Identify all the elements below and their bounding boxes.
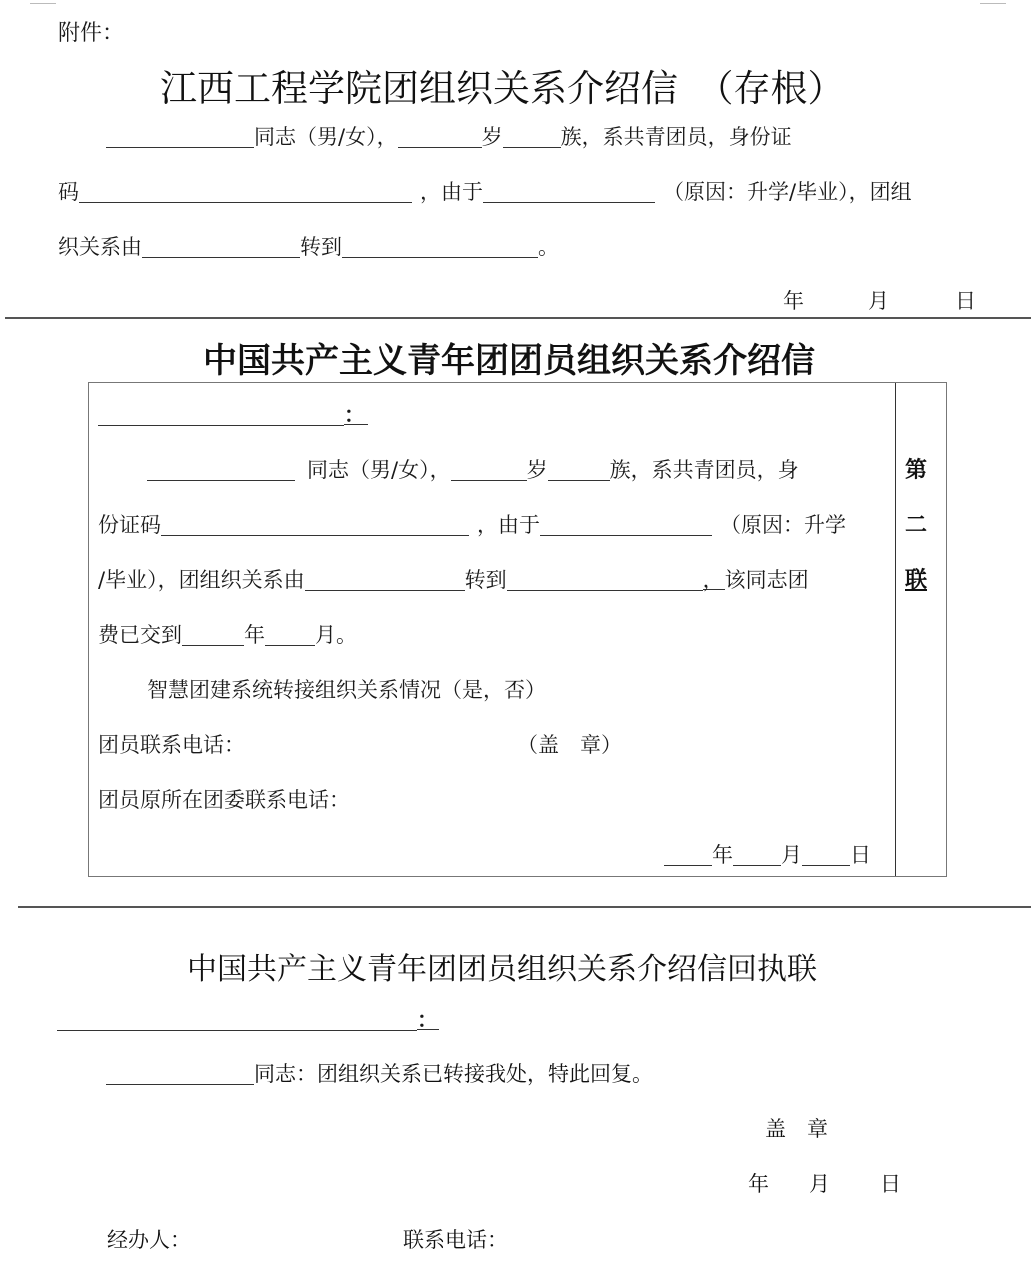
stub-title: 江西工程学院团组织关系介绍信 （存根）	[160, 67, 845, 110]
copy-label-char-1: 第	[905, 458, 928, 483]
stub-line-1	[106, 121, 792, 151]
to-org-blank[interactable]	[507, 589, 703, 591]
copy-label-char-3: 联	[905, 568, 928, 593]
year-label: 年	[748, 1172, 769, 1196]
letter-title: 中国共产主义青年团团员组织关系介绍信	[203, 341, 815, 381]
name-blank[interactable]	[106, 146, 254, 148]
to-label: 转到	[464, 568, 507, 592]
receipt-phone-label: 联系电话：	[403, 1228, 508, 1252]
recipient-blank[interactable]	[57, 1029, 417, 1031]
year-label: 年	[783, 289, 804, 313]
letter-salutation	[98, 403, 368, 427]
month-label: 月	[868, 289, 889, 313]
name-blank[interactable]	[147, 479, 295, 481]
reason-prefix: ，由于	[420, 180, 483, 204]
reason-options: （原因：升学	[720, 513, 846, 537]
salutation-colon: ：	[344, 406, 368, 425]
letter-line-4	[98, 619, 357, 649]
month-label: 月	[809, 1172, 830, 1196]
attachment-label: 附件：	[58, 21, 125, 46]
copy-divider	[895, 383, 896, 876]
id-number-blank[interactable]	[161, 534, 469, 536]
salutation-colon: ：	[417, 1008, 438, 1032]
copy-label-char-2: 二	[905, 513, 928, 538]
comma: ，	[702, 568, 724, 592]
comrade-gender-text: 同志（男/女），	[254, 125, 398, 149]
age-label: 岁	[481, 125, 503, 149]
receipt-title: 中国共产主义青年团团员组织关系介绍信回执联	[187, 952, 817, 987]
receipt-seal: 盖 章	[765, 1117, 828, 1141]
letter-line-3	[98, 564, 809, 594]
year-label: 年	[712, 843, 733, 867]
reason-blank[interactable]	[540, 534, 712, 536]
letter-line-1	[147, 454, 799, 484]
ethnic-blank[interactable]	[503, 146, 561, 148]
letter-line-2	[98, 509, 846, 539]
system-transfer-status: 智慧团建系统转接组织关系情况（是，否）	[147, 678, 546, 702]
fee-month-blank[interactable]	[265, 644, 315, 646]
to-label: 转到	[300, 235, 342, 259]
recipient-blank[interactable]	[98, 424, 344, 426]
receipt-date	[748, 1168, 901, 1198]
id-number-blank[interactable]	[79, 201, 412, 203]
date-month-blank[interactable]	[733, 864, 781, 866]
section-divider-1	[5, 317, 1031, 319]
period: 。	[538, 235, 559, 259]
day-label: 日	[880, 1172, 901, 1196]
age-label: 岁	[526, 458, 548, 482]
day-label: 日	[955, 289, 976, 313]
ethnic-member-text: 族，系共青团员，身份证	[560, 125, 792, 149]
day-label: 日	[850, 843, 871, 867]
receipt-salutation	[57, 1008, 439, 1032]
page-corner-mark-left	[30, 0, 56, 4]
from-org-blank[interactable]	[142, 256, 300, 258]
reason-blank[interactable]	[483, 201, 655, 203]
seal-label: （盖 章）	[517, 733, 622, 757]
receipt-body-text: 同志：团组织关系已转接我处，特此回复。	[254, 1062, 653, 1086]
date-year-blank[interactable]	[664, 864, 712, 866]
reason-options: （原因：升学/毕业），团组	[663, 180, 912, 204]
receipt-body	[106, 1058, 653, 1088]
grad-from-label: /毕业），团组织关系由	[98, 568, 305, 592]
month-label: 月	[781, 843, 802, 867]
from-org-blank[interactable]	[305, 589, 465, 591]
stub-line-3	[58, 231, 559, 261]
age-blank[interactable]	[451, 479, 527, 481]
handler-label: 经办人：	[107, 1228, 191, 1252]
fee-tail: 该同志团	[724, 568, 809, 592]
age-blank[interactable]	[398, 146, 482, 148]
ethnic-blank[interactable]	[548, 479, 610, 481]
from-label: 织关系由	[58, 235, 142, 259]
fee-paid-label: 费已交到	[98, 623, 182, 647]
letter-date	[664, 839, 871, 869]
page-corner-mark-right	[980, 0, 1006, 4]
code-label: 码	[58, 180, 79, 204]
id-code-label: 份证码	[98, 513, 161, 537]
fee-year-blank[interactable]	[182, 644, 244, 646]
date-day-blank[interactable]	[802, 864, 850, 866]
member-phone-label: 团员联系电话：	[98, 733, 245, 757]
month-label: 月。	[315, 623, 357, 647]
name-blank[interactable]	[106, 1083, 254, 1085]
section-divider-2	[18, 906, 1031, 908]
ethnic-member-text: 族，系共青团员，身	[609, 458, 799, 482]
year-label: 年	[244, 623, 265, 647]
reason-prefix: ，由于	[477, 513, 540, 537]
comrade-gender-text: 同志（男/女），	[307, 458, 451, 482]
stub-line-2	[58, 176, 912, 206]
letter-box	[88, 382, 947, 877]
stub-date	[783, 285, 976, 315]
to-org-blank[interactable]	[342, 256, 538, 258]
orig-committee-phone-label: 团员原所在团委联系电话：	[98, 788, 350, 812]
